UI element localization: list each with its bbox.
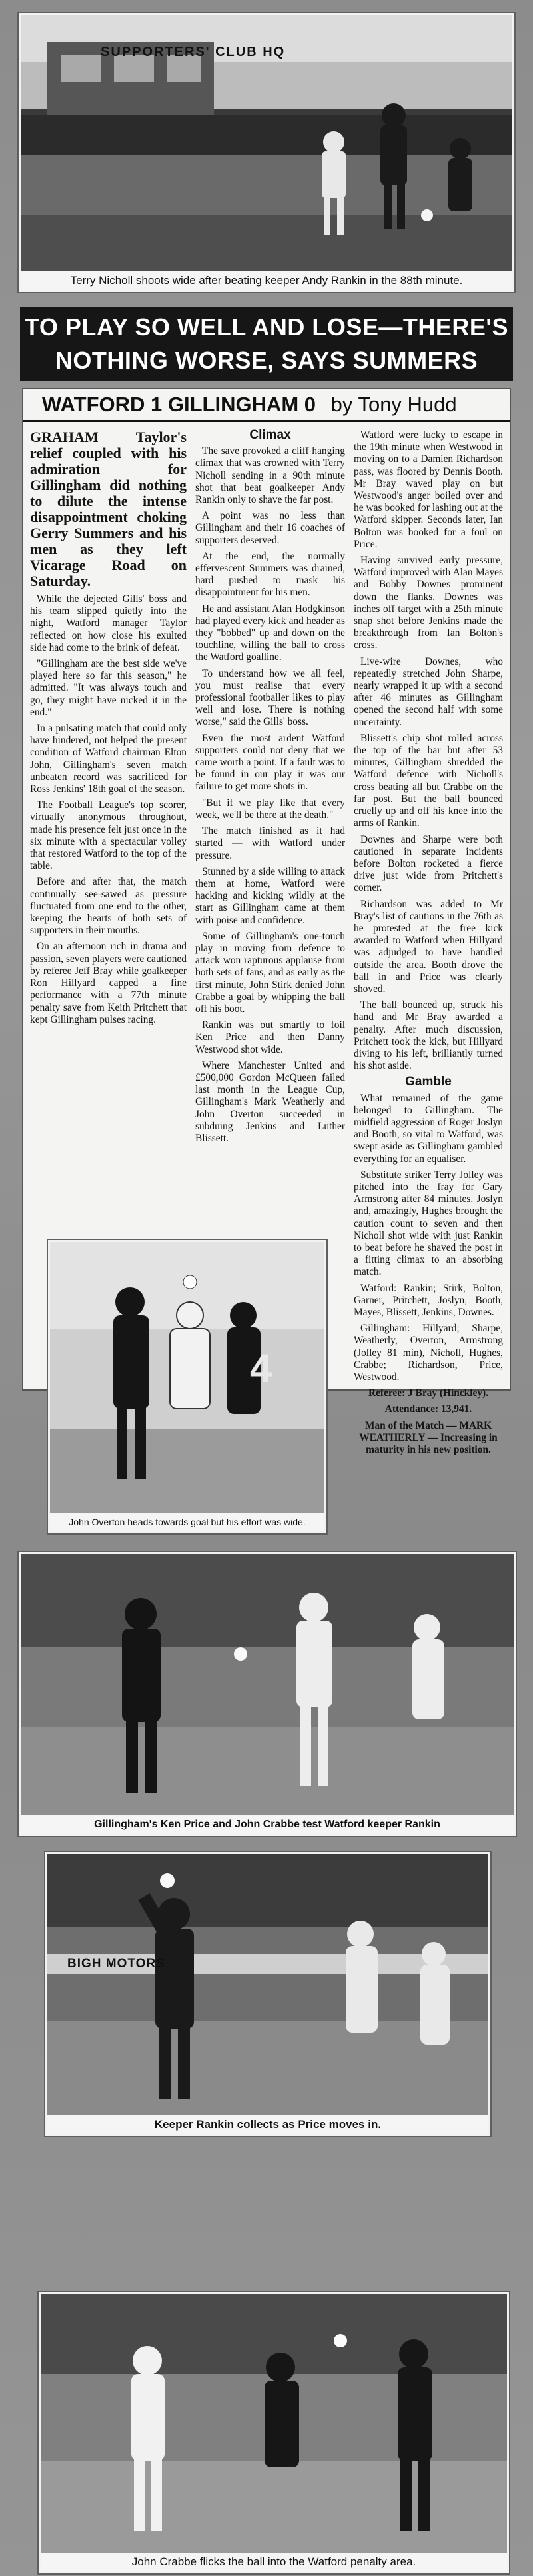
photo-overton-image [50,1242,324,1513]
team-watford: Watford: Rankin; Stirk, Bolton, Garner, Pritchett, Joslyn, Booth, Mayes, Blissett, Jenkins, Downes. [354,1282,503,1319]
photo-overton-header [48,1240,326,1533]
col1-paragraph: While the dejected Gills' boss and his team slipped quietly into the night, Watford manager Taylor reflected on how close his exulted side had come to the brink of defeat. [30,593,187,653]
col2-paragraph: At the end, the normally effervescent Summers was drained, hard pushed to mask his disappointment for his men. [195,550,345,599]
col3-paragraph: Downes and Sharpe were both cautioned in separate incidents before Bolton rocketed a fierce drive just wide from Pritchett's corner. [354,833,503,894]
col2-paragraph: Where Manchester United and £500,000 Gordon McQueen failed last month in the League Cup, Gillingham's Mark Weatherly and John Overton succeeded in subduing Jenkins and Luther Blissett. [195,1059,345,1144]
photo-nicholl-shot [19,13,514,292]
article-column-1 [30,429,187,1030]
photo-rankin-image [47,1854,488,2115]
photo-price-crabbe-image [21,1554,514,1815]
byline: by Tony Hudd [330,393,457,416]
col1-paragraph: "Gillingham are the best side we've played here so far this season," he admitted. "It was always touch and go, they might have nicked it in the end." [30,658,187,718]
photo-price-crabbe-caption: Gillingham's Ken Price and John Crabbe test Watford keeper Rankin [21,1815,514,1834]
col3-paragraph: Live-wire Downes, who repeatedly stretched John Sharpe, nearly wrapped it up with a second after 46 minutes as Gillingham opened the second half with some uncertainty. [354,655,503,728]
man-of-the-match: Man of the Match — MARK WEATHERLY — Increasing in maturity in his new position. [359,1419,498,1456]
subhead-gamble: Gamble [405,1075,452,1089]
match-report-article [23,389,510,1456]
col2-paragraph: The save provoked a cliff hanging climax that was crowned with Terry Nicholl sending in a 90th minute shot that beat goalkeeper Andy Rankin only to shave the far post. [195,445,345,506]
col2-paragraph: The match finished as it had started — with Watford under pressure. [195,825,345,861]
photo-rankin-collects [45,1852,490,2136]
motors-advert-sign: BIGH MOTORS [67,1957,165,1971]
col2-paragraph: A point was no less than Gillingham and their 16 coaches of supporters deserved. [195,510,345,546]
col3-paragraph: What remained of the game belonged to Gillingham. The midfield aggression of Roger Joslyn and Booth, so vital to Watford, was swept aside as Gillingham gambled everything for an equaliser. [354,1092,503,1165]
col2-paragraph: Even the most ardent Watford supporters could not deny that we came worth a point. If a fault was to be found in our play it was our failure to get more shots in. [195,732,345,793]
score-line [23,389,510,422]
col1-paragraph: The Football League's top scorer, virtually anonymous throughout, made his presence felt just once in the six minute with a spectacular volley that restored Watford to the top of the table. [30,799,187,872]
photo-rankin-caption: Keeper Rankin collects as Price moves in. [47,2115,488,2134]
photo-price-crabbe [19,1552,516,1836]
subhead-climax: Climax [249,428,291,442]
col3-paragraph: Richardson was added to Mr Bray's list of cautions in the 76th as he protested at the free kick awarded to Watford when Hillyard was adjudged to have handled outside the area. Booth drove the ball in and Price was clearly shoved. [354,898,503,995]
headline-line-2: NOTHING WORSE, SAYS SUMMERS [55,347,478,374]
article-lead: GRAHAM Taylor's relief coupled with his admiration for Gillingham did nothing to dilute the intense disappointment choking Gerry Summers and his men as they left Vicarage Road on Saturday. [30,429,187,589]
col2-paragraph: Stunned by a side willing to attack them at home, Watford were hacking and kicking wildly at the start as Gillingham came at them with poise and confidence. [195,865,345,926]
main-headline [20,307,513,381]
headline-line-1: TO PLAY SO WELL AND LOSE—THERE'S [25,313,508,341]
col1-paragraph: In a pulsating match that could only have hindered, not helped the present condition of Watford chairman Elton John, Gillingham's seven match unbeaten record was sacrificed for Ross Jenkins' 18th goal of the season. [30,723,187,795]
col2-paragraph: Some of Gillingham's one-touch play in moving from defence to attack won rapturous applause from both sets of fans, and as early as the first minute, John Stirk denied John Crabbe a goal by whipping the ball off his boot. [195,930,345,1015]
col2-paragraph: To understand how we all feel, you must realise that every professional footballer likes to play well and lose. There is nothing worse," said the Gills' boss. [195,667,345,728]
photo-crabbe-caption: John Crabbe flicks the ball into the Watford penalty area. [41,2553,507,2571]
photo-crabbe-flick [39,2292,509,2573]
col3-paragraph: Watford were lucky to escape in the 19th minute when Westwood in moving on to a Damien Richardson pass, was floored by Dennis Booth. Mr Bray waved play on but Westwood's anger boiled over and he was booked for lashing out at the Watford skipper. Seconds later, Ian Bolton was booked for a foul on Price. [354,429,503,550]
svg-text:4: 4 [250,1346,272,1391]
photo-overton-caption: John Overton heads towards goal but his effort was wide. [50,1513,324,1531]
col3-paragraph: Having survived early pressure, Watford improved with Alan Mayes and Bobby Downes prominent down the flanks. Downes was inches off target with a 25th minute snap shot before Jenkins made the breakthrough from Ian Bolton's cross. [354,555,503,651]
supporters-club-sign: SUPPORTERS' CLUB HQ [101,45,286,59]
article-column-2 [195,429,345,1149]
col1-paragraph: On an afternoon rich in drama and passion, seven players were cautioned by referee Jeff Bray while goalkeeper Ron Hillyard capped a fine performance with a 77th minute penalty save from Keith Pritchett that kept Gillingham pulses racing. [30,941,187,1025]
article-column-3 [354,429,503,1460]
attendance: Attendance: 13,941. [384,1403,472,1415]
col3-paragraph: Blissett's chip shot rolled across the top of the bar but after 53 minutes, Gillingham shredded the Watford defence with Nicholl's cross beating all but Crabbe on the far post. But the ball bounced cruelly up and off his knee into the arms of Rankin. [354,732,503,829]
match-result: WATFORD 1 GILLINGHAM 0 [42,393,316,416]
col3-paragraph: Substitute striker Terry Jolley was pitched into the fray for Gary Armstrong after 84 minutes. Joslyn and, amazingly, Hughes brought the caution count to seven and then Nicholl shot wide with just Rankin to beat before he shaved the post in a fitting climax to an absorbing match. [354,1169,503,1278]
team-gillingham: Gillingham: Hillyard; Sharpe, Weatherly, Overton, Armstrong (Jolley 81 min), Nicholl, Hughes, Crabbe; Richardson, Price, Westwood. [354,1323,503,1383]
col3-paragraph: The ball bounced up, struck his hand and Mr Bray awarded a penalty. After much discussion, Pritchett took the kick, but Hillyard diving to his left, brilliantly turned his shot aside. [354,999,503,1072]
col2-paragraph: "But if we play like that every week, we'll be there at the death." [195,797,345,821]
referee: Referee: J Bray (Hinckley). [368,1387,489,1399]
col2-paragraph: He and assistant Alan Hodgkinson had played every kick and header as they "bobbed" up and down on the touchline, willing the ball to cross the Watford goalline. [195,603,345,663]
photo-crabbe-image [41,2294,507,2553]
photo-nicholl-caption: Terry Nicholl shoots wide after beating keeper Andy Rankin in the 88th minute. [21,271,512,290]
col1-paragraph: Before and after that, the match continually see-sawed as pressure fluctuated from one end to the other, keeping the hearts of both sets of supporters in their mouths. [30,876,187,937]
col2-paragraph: Rankin was out smartly to foil Ken Price and then Danny Westwood shot wide. [195,1019,345,1055]
